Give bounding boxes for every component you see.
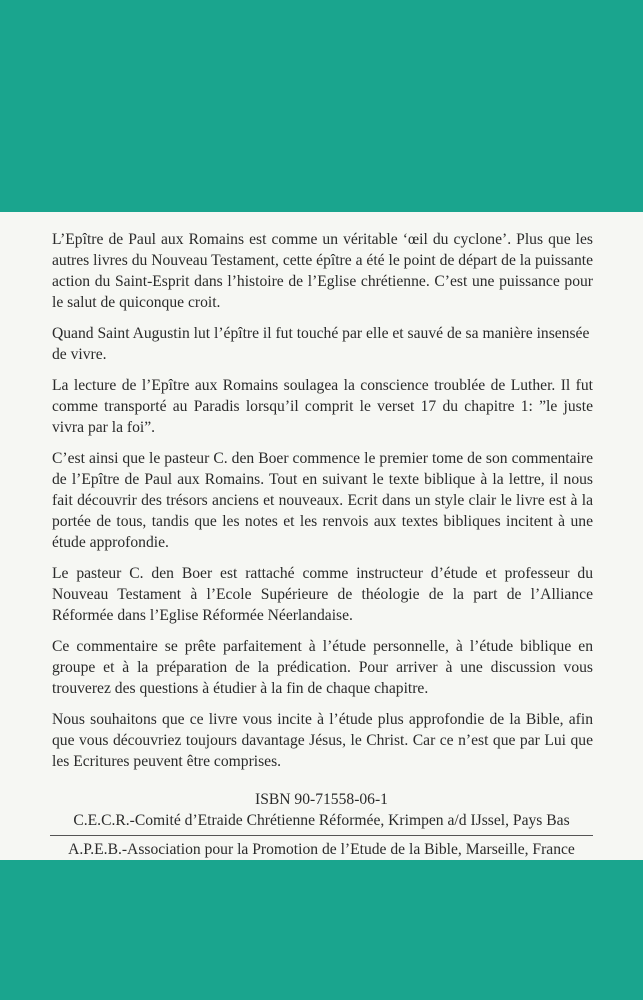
blurb-paragraph-7: Nous souhaitons que ce livre vous incite à l’étude plus approfondie de la Bible, afin que vous découvriez toujours davantage Jésus, le Christ. Car ce n’est que par Lui que les Ecritures peuvent être comprises. bbox=[52, 711, 593, 770]
cover-top-band bbox=[0, 0, 643, 212]
blurb-paragraph-3: La lecture de l’Epître aux Romains soulagea la conscience troublée de Luther. Il fut comme transporté au Paradis lorsqu’il comprit le verset 17 du chapitre 1: ”le juste vivra par la foi”. bbox=[52, 377, 593, 436]
blurb-paragraph-6: Ce commentaire se prête parfaitement à l’étude personnelle, à l’étude biblique en groupe et à la préparation de la prédication. Pour arriver à une discussion vous trouverez des questions à étudier à la fin de chaque chapitre. bbox=[52, 638, 593, 697]
back-cover-text-panel bbox=[0, 212, 643, 860]
blurb-paragraph-5: Le pasteur C. den Boer est rattaché comme instructeur d’étude et professeur du Nouveau Testament à l’Ecole Supérieure de théologie de la part de l’Alliance Réformée dans l’Eglise Réformée Néerlandaise. bbox=[52, 565, 593, 624]
divider-rule bbox=[50, 835, 593, 836]
blurb-paragraph-4: C’est ainsi que le pasteur C. den Boer commence le premier tome de son commentaire de l’Epître de Paul aux Romains. Tout en suivant le texte biblique à la lettre, il nous fait découvrir des trésors anciens et nouveaux. Ecrit dans un style clair le livre est à la portée de tous, tandis que les notes et les renvois aux textes bibliques incitent à une étude approfondie. bbox=[52, 450, 593, 551]
publisher-line-1: C.E.C.R.-Comité d’Etraide Chrétienne Réformée, Krimpen a/d IJssel, Pays Bas bbox=[73, 812, 570, 829]
blurb-paragraph-2: Quand Saint Augustin lut l’épître il fut touché par elle et sauvé de sa manière insensée de vivre. bbox=[52, 325, 590, 363]
isbn-number: ISBN 90-71558-06-1 bbox=[255, 791, 388, 808]
isbn-publisher-block bbox=[0, 789, 643, 860]
blurb-paragraph-1: L’Epître de Paul aux Romains est comme un véritable ‘œil du cyclone’. Plus que les autres livres du Nouveau Testament, cette épître a été le point de départ de la puissante action du Saint-Esprit dans l’histoire de l’Eglise chrétienne. C’est une puissance pour le salut de quiconque croit. bbox=[52, 231, 593, 311]
publisher-line-2: A.P.E.B.-Association pour la Promotion de l’Etude de la Bible, Marseille, France bbox=[68, 841, 575, 858]
cover-bottom-band bbox=[0, 860, 643, 1000]
